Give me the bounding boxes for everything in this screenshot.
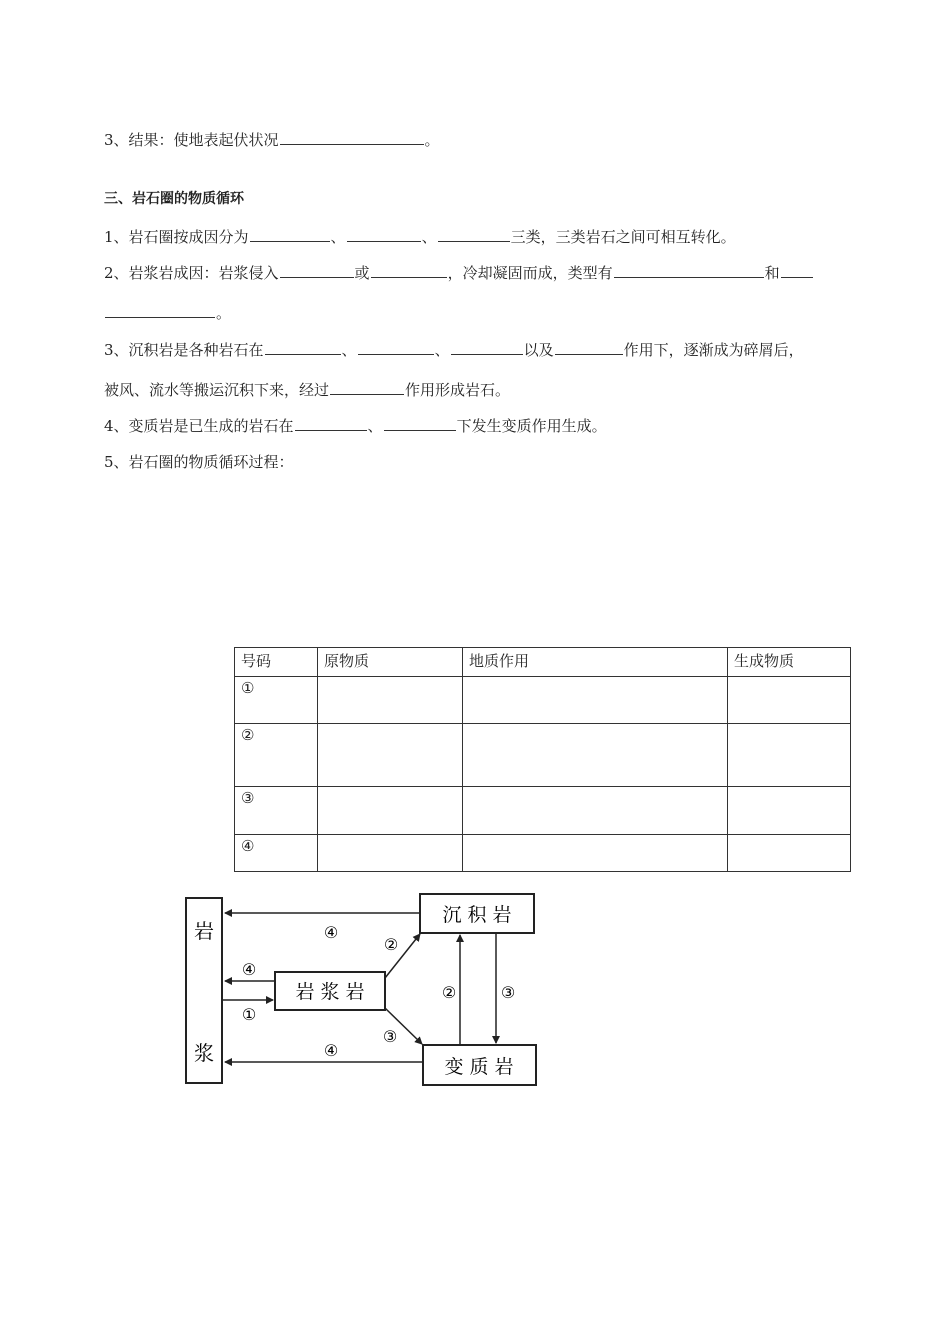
label-sed-2: ②: [383, 935, 399, 954]
question-4: 4、变质岩是已生成的岩石在 、 下发生变质作用生成。: [104, 417, 607, 435]
sedimentary-label: 沉 积 岩: [442, 904, 512, 926]
igneous-label: 岩 浆 岩: [295, 981, 365, 1003]
question-1: 1、岩石圈按成因分为 、 、 三类，三类岩石之间可相互转化。: [104, 228, 736, 246]
table-row: ②: [235, 724, 851, 787]
table-row: ③: [235, 787, 851, 835]
question-5: 5、岩石圈的物质循环过程：: [104, 453, 294, 471]
header-original: 原物质: [318, 648, 463, 677]
blank[interactable]: [358, 339, 434, 355]
process-table: [234, 647, 851, 872]
question-2-cont: 。: [104, 302, 231, 323]
label-v-2: ②: [441, 983, 457, 1002]
label-meta-3: ③: [382, 1027, 398, 1046]
blank[interactable]: [250, 226, 330, 242]
header-product: 生成物质: [728, 648, 851, 677]
label-v-3: ③: [500, 983, 516, 1002]
blank[interactable]: [280, 262, 354, 278]
blank[interactable]: [384, 415, 456, 431]
blank[interactable]: [371, 262, 447, 278]
magma-label-top: 岩: [194, 919, 214, 943]
section-heading: 三、岩石圈的物质循环: [104, 191, 244, 207]
rock-cycle-diagram: [183, 890, 543, 1095]
blank[interactable]: [781, 262, 813, 278]
magma-label-bottom: 浆: [194, 1041, 214, 1065]
label-mid-4: ④: [241, 960, 257, 979]
blank[interactable]: [347, 226, 421, 242]
header-process: 地质作用: [463, 648, 728, 677]
question-3-cont: 被风、流水等搬运沉积下来，经过 作用形成岩石。: [104, 381, 511, 399]
blank[interactable]: [105, 302, 215, 318]
blank[interactable]: [330, 379, 404, 395]
label-top-4: ④: [323, 923, 339, 942]
label-mid-1: ①: [241, 1005, 257, 1024]
question-3: 3、沉积岩是各种岩石在 、 、 以及 作用下，逐渐成为碎屑后，: [104, 341, 804, 359]
blank[interactable]: [451, 339, 523, 355]
blank[interactable]: [265, 339, 341, 355]
header-number: 号码: [235, 648, 318, 677]
blank[interactable]: [295, 415, 367, 431]
result-line: 3、结果：使地表起伏状况 。: [104, 131, 440, 149]
blank[interactable]: [555, 339, 623, 355]
table-row: ①: [235, 677, 851, 724]
blank[interactable]: [438, 226, 510, 242]
label-bot-4: ④: [323, 1041, 339, 1060]
metamorphic-label: 变 质 岩: [444, 1056, 514, 1078]
table-row: ④: [235, 835, 851, 872]
blank[interactable]: [280, 129, 424, 145]
question-2: 2、岩浆岩成因：岩浆侵入 或 ，冷却凝固而成，类型有 和: [104, 262, 814, 283]
table-header-row: [235, 648, 851, 677]
blank[interactable]: [614, 262, 764, 278]
